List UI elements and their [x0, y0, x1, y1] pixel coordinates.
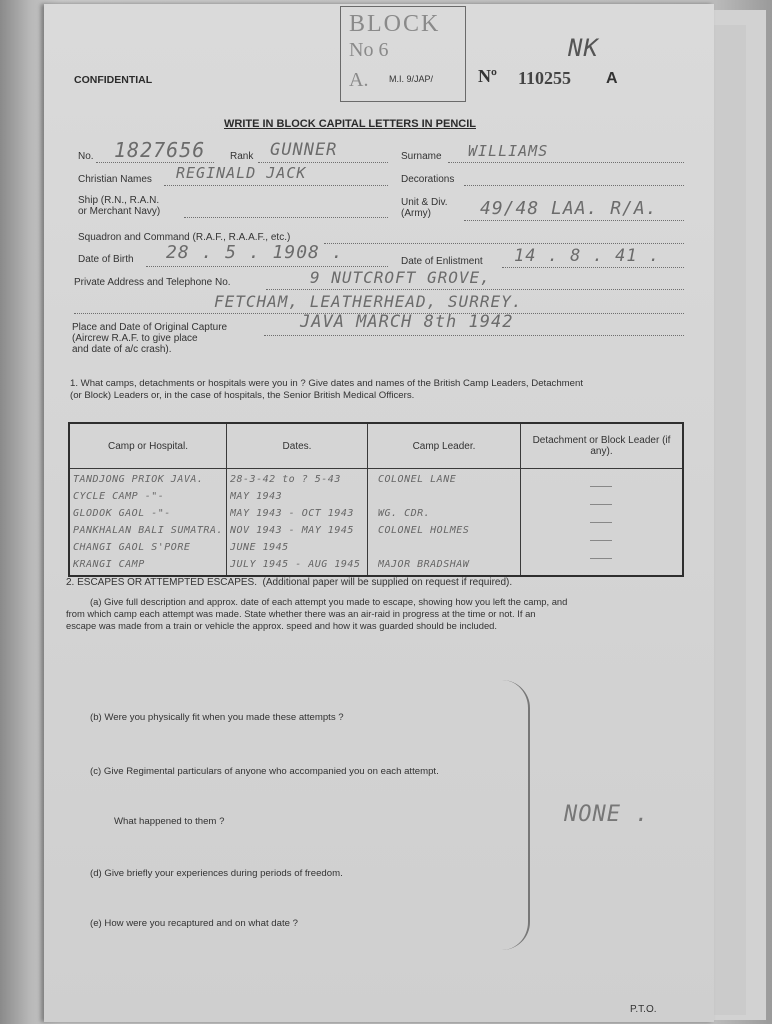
answer-none: NONE .: [564, 802, 650, 827]
blank-dash: [590, 498, 612, 505]
blank-dash: [590, 480, 612, 487]
unit-value: 49/48 LAA. R/A.: [480, 198, 658, 219]
question-2b: (b) Were you physically fit when you made these attempts ?: [90, 712, 344, 723]
camps-table: [68, 422, 684, 577]
dob-value: 28 . 5 . 1908 .: [166, 242, 344, 263]
question-2d: (d) Give briefly your experiences during periods of freedom.: [90, 868, 343, 879]
column-header: Camp or Hospital.: [69, 423, 226, 469]
question-2c-follow-up: What happened to them ?: [114, 816, 225, 827]
address-label: Private Address and Telephone No.: [74, 277, 231, 288]
christian-names-value: REGINALD JACK: [176, 164, 307, 182]
service-no-value: 1827656: [114, 138, 206, 162]
leader-entry: MAJOR BRADSHAW: [377, 559, 470, 570]
capture-label-1: Place and Date of Original Capture: [72, 322, 228, 333]
enlistment-value: 14 . 8 . 41 .: [514, 246, 661, 266]
question-2c: (c) Give Regimental particulars of anyone who accompanied you on each attempt.: [90, 766, 439, 777]
dob-label: Date of Birth: [78, 254, 134, 265]
service-no-label: No.: [78, 151, 94, 162]
ship-label-2: or Merchant Navy): [78, 206, 161, 217]
pto-label: P.T.O.: [630, 1004, 657, 1015]
column-header: Dates.: [226, 423, 367, 469]
camp-entry: GLODOK GAOL -"-: [73, 508, 171, 519]
decorations-label: Decorations: [401, 174, 455, 185]
question-1-line-1: 1. What camps, detachments or hospitals were you in ? Give dates and names of the British Camp Leaders, Detachment: [70, 378, 583, 389]
rank-label: Rank: [230, 151, 254, 162]
form-instruction: WRITE IN BLOCK CAPITAL LETTERS IN PENCIL: [224, 118, 476, 130]
date-entry: MAY 1943: [229, 491, 283, 502]
dates-cell: [226, 469, 367, 577]
blank-dash: [590, 552, 612, 559]
leader-cell: [367, 469, 520, 577]
enlistment-label: Date of Enlistment: [401, 256, 483, 267]
question-1-line-2: (or Block) Leaders or, in the case of hospitals, the Senior British Medical Officers.: [70, 390, 415, 401]
capture-label-2: (Aircrew R.A.F. to give place: [72, 333, 198, 344]
surname-value: WILLIAMS: [468, 142, 549, 160]
camp-entry: PANKHALAN BALI SUMATRA.: [73, 525, 223, 536]
camp-entry: KRANGI CAMP: [73, 559, 145, 570]
question-2a-line-1: (a) Give full description and approx. date of each attempt you made to escape, showing how you left the camp, and: [90, 596, 568, 607]
rank-value: GUNNER: [270, 140, 338, 160]
date-entry: NOV 1943 - MAY 1945: [229, 525, 354, 536]
stamp-number: No 6: [349, 39, 389, 61]
stamp-letter: A.: [349, 69, 369, 91]
stamp-block: BLOCK: [349, 11, 441, 37]
surname-label: Surname: [401, 151, 442, 162]
leader-entry: WG. CDR.: [377, 508, 431, 519]
handwritten-initials: NK: [568, 34, 599, 62]
address-line-2: FETCHAM, LEATHERHEAD, SURREY.: [214, 292, 523, 311]
camp-cell: [69, 469, 226, 577]
camp-entry: CHANGI GAOL S'PORE: [73, 542, 191, 553]
capture-label-3: and date of a/c crash).: [72, 344, 172, 355]
blank-dash: [590, 534, 612, 541]
form-page: [44, 4, 714, 1022]
detachment-cell: [520, 469, 683, 577]
table-header-row: [69, 423, 683, 469]
column-header: Camp Leader.: [367, 423, 520, 469]
address-line-1: 9 NUTCROFT GROVE,: [310, 268, 491, 287]
question-2-title: 2. ESCAPES OR ATTEMPTED ESCAPES. (Additional paper will be supplied on request if required).: [66, 577, 513, 588]
question-2a-line-3: escape was made from a train or vehicle the approx. speed and how it was guarded should be included.: [66, 620, 497, 631]
leader-entry: [378, 488, 510, 505]
ship-label-1: Ship (R.N., R.A.N.: [78, 195, 160, 206]
answer-bracket: [502, 680, 530, 950]
unit-label-2: (Army): [401, 208, 431, 219]
unit-label-1: Unit & Div.: [401, 197, 448, 208]
leader-entry: [378, 539, 510, 556]
capture-value: JAVA MARCH 8th 1942: [300, 312, 514, 332]
column-header: Detachment or Block Leader (if any).: [520, 423, 683, 469]
form-number: 110255: [518, 68, 572, 88]
table-row: [69, 469, 683, 577]
question-2e: (e) How were you recaptured and on what date ?: [90, 918, 298, 929]
number-label: Nº: [478, 66, 497, 86]
leader-entry: COLONEL LANE: [377, 474, 457, 485]
date-entry: JULY 1945 - AUG 1945: [229, 559, 361, 570]
question-2a-line-2: from which camp each attempt was made. State whether there was an air-raid in progress at the time or not. If an: [66, 608, 536, 619]
date-entry: 28-3-42 to ? 5-43: [229, 474, 341, 485]
date-entry: JUNE 1945: [229, 542, 289, 553]
block-stamp: [340, 6, 466, 102]
date-entry: MAY 1943 - OCT 1943: [229, 508, 354, 519]
blank-dash: [590, 516, 612, 523]
squadron-label: Squadron and Command (R.A.F., R.A.A.F., etc.): [78, 232, 291, 243]
confidential-label: CONFIDENTIAL: [74, 74, 153, 86]
camp-entry: TANDJONG PRIOK JAVA.: [73, 474, 204, 485]
form-suffix: A: [606, 70, 618, 87]
christian-names-label: Christian Names: [78, 174, 152, 185]
reference-code: M.I. 9/JAP/: [389, 74, 434, 84]
leader-entry: COLONEL HOLMES: [377, 525, 470, 536]
camp-entry: CYCLE CAMP -"-: [73, 491, 165, 502]
